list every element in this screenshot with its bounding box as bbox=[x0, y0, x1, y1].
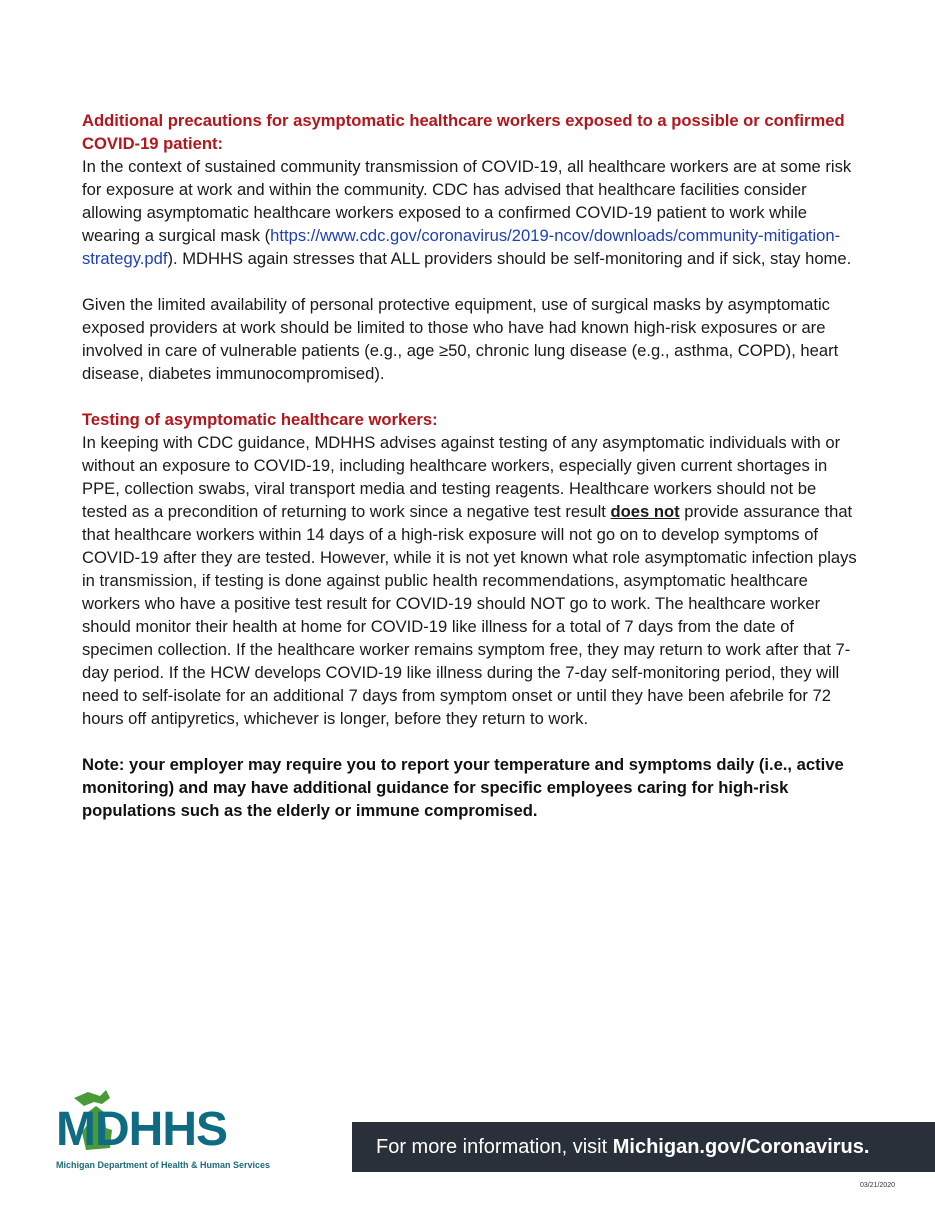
paragraph-ppe-availability: Given the limited availability of personal protective equipment, use of surgical masks by asymptomatic exposed providers at work should be limited to those who have had known high-risk exposures or are involved in care of vulnerable patients (e.g., age ≥50, chronic lung disease (e.g., asthma, COPD), heart disease, diabetes immunocompromised). bbox=[82, 295, 839, 383]
document-date: 03/21/2020 bbox=[859, 1182, 895, 1189]
logo-wordmark: MDHHS bbox=[56, 1103, 227, 1156]
footer-info-link[interactable]: Michigan.gov/Coronavirus. bbox=[612, 1135, 870, 1158]
footer-banner bbox=[352, 1122, 935, 1172]
section-heading-testing: Testing of asymptomatic healthcare workers: bbox=[82, 410, 438, 429]
logo-subtitle: Michigan Department of Health & Human Services bbox=[56, 1160, 271, 1170]
cdc-link[interactable]: https://www.cdc.gov/coronavirus/2019-ncov/downloads/community-mitigation-strategy.pdf bbox=[82, 226, 841, 268]
emphasis-does-not: does not bbox=[610, 502, 680, 521]
note-paragraph: Note: your employer may require you to report your temperature and symptoms daily (i.e., active monitoring) and may have additional guidance for specific employees caring for high-risk populations such as the elderly or immune compromised. bbox=[82, 755, 844, 820]
paragraph-text: In keeping with CDC guidance, MDHHS advises against testing of any asymptomatic individuals with or without an exposure to COVID-19, including healthcare workers, especially given current shortages in PPE, collection swabs, viral transport media and testing reagents. Healthcare workers should not be tested as a precondition of returning to work since a negative test result bbox=[82, 433, 841, 521]
paragraph-precautions bbox=[82, 155, 862, 270]
paragraph-text: In the context of sustained community transmission of COVID-19, all healthcare workers are at some risk for exposure at work and within the community. CDC has advised that healthcare facilities consider allowing asymptomatic healthcare workers exposed to a confirmed COVID-19 patient to work while wearing a surgical mask ( bbox=[82, 157, 852, 245]
document-body bbox=[82, 109, 862, 822]
footer-info bbox=[376, 1136, 869, 1159]
mdhhs-logo bbox=[56, 1088, 286, 1172]
paragraph-text: ). MDHHS again stresses that ALL providers should be self-monitoring and if sick, stay home. bbox=[167, 249, 852, 268]
section-heading-precautions: Additional precautions for asymptomatic healthcare workers exposed to a possible or confirmed COVID-19 patient: bbox=[82, 111, 845, 153]
paragraph-text: provide assurance that that healthcare workers within 14 days of a high-risk exposure will not go on to develop symptoms of COVID-19 after they are tested. However, while it is not yet known what role asymptomatic infection plays in transmission, if testing is done against public health recommendations, asymptomatic healthcare workers who have a positive test result for COVID-19 should NOT go to work. The healthcare worker should monitor their health at home for COVID-19 like illness for a total of 7 days from the date of specimen collection. If the healthcare worker remains symptom free, they may return to work after that 7-day period. If the HCW develops COVID-19 like illness during the 7-day self-monitoring period, they will need to self-isolate for an additional 7 days from symptom onset or until they have been afebrile for 72 hours off antipyretics, whichever is longer, before they return to work. bbox=[82, 502, 857, 728]
paragraph-testing bbox=[82, 431, 862, 730]
footer-info-prefix: For more information, visit bbox=[376, 1135, 613, 1158]
